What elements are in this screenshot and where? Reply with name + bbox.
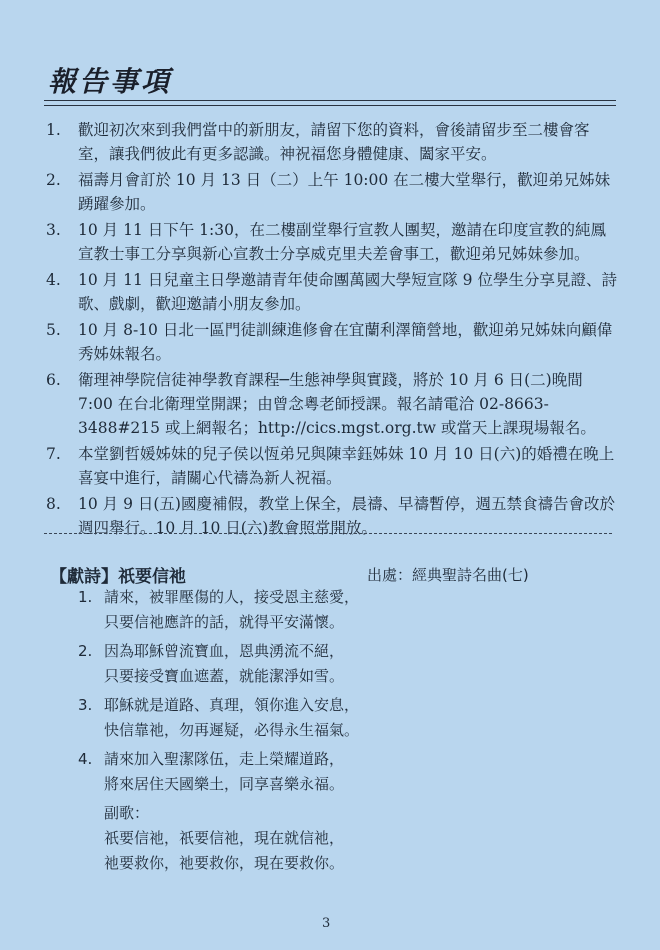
verse-number: 4. [78, 750, 93, 768]
notice-number: 3. [46, 221, 61, 239]
verse-line: 只要接受寶血遮蓋，就能潔淨如雪。 [104, 667, 345, 685]
hymn-title: 【獻詩】祇要信祂 [50, 567, 186, 587]
hymn-verse [78, 585, 478, 635]
chorus-line: 祂要救你，祂要救你，現在要救你。 [104, 854, 345, 872]
verse-line: 快信靠祂，勿再遲疑，必得永生福氣。 [104, 721, 360, 739]
hymn-source: 出處：經典聖詩名曲(七) [367, 566, 529, 584]
verse-line: 只要信祂應許的話，就得平安滿懷。 [104, 613, 345, 631]
title-divider [44, 100, 616, 106]
notice-number: 2. [46, 171, 61, 189]
notice-number: 1. [46, 121, 61, 139]
verse-line: 請來，被罪壓傷的人，接受恩主慈愛， [104, 588, 360, 606]
notice-item [40, 368, 620, 440]
hymn-lyrics [78, 585, 478, 876]
chorus-label: 副歌： [104, 804, 150, 822]
notice-number: 8. [46, 495, 61, 513]
page-title: 報告事項 [48, 65, 173, 98]
section-divider [44, 533, 612, 534]
hymn-verse [78, 639, 478, 689]
verse-line: 因為耶穌曾流寶血，恩典湧流不絕， [104, 642, 345, 660]
hymn-verse [78, 693, 478, 743]
notice-item [40, 318, 620, 366]
notice-text: 10 月 11 日兒童主日學邀請青年使命團萬國大學短宣隊 9 位學生分享見證、詩歌、戲劇，歡迎邀請小朋友參加。 [78, 271, 617, 313]
verse-line: 請來加入聖潔隊伍，走上榮耀道路， [104, 750, 345, 768]
verse-number: 1. [78, 588, 93, 606]
notice-item [40, 118, 620, 166]
verse-line: 將來居住天國樂土，同享喜樂永福。 [104, 775, 345, 793]
notice-text: 10 月 11 日下午 1:30，在二樓副堂舉行宣教人團契，邀請在印度宣教的純鳳宣教士事工分享與新心宣教士分享威克里夫差會事工，歡迎弟兄姊妹參加。 [78, 221, 606, 263]
notice-list [40, 118, 620, 542]
notice-number: 6. [46, 371, 61, 389]
notice-text: 本堂劉哲媛姊妹的兒子侯以恆弟兄與陳幸鈺姊妹 10 月 10 日(六)的婚禮在晚上喜宴中進行，請關心代禱為新人祝福。 [78, 445, 615, 487]
notice-text: 衛理神學院信徒神學教育課程─生態神學與實踐，將於 10 月 6 日(二)晚間 7:00 在台北衛理堂開課；由曾念粵老師授課。報名請電洽 02-8663-3488#215 或上網報名；http://cics.mgst.org.tw 或當天上課現場報名。 [78, 371, 596, 437]
notice-number: 5. [46, 321, 61, 339]
notice-item [40, 268, 620, 316]
notice-text: 10 月 8-10 日北一區門徒訓練進修會在宜蘭利澤簡營地，歡迎弟兄姊妹向顧偉秀姊妹報名。 [78, 321, 613, 363]
hymn-chorus [78, 801, 478, 876]
notice-item [40, 442, 620, 490]
verse-number: 2. [78, 642, 93, 660]
verse-line: 耶穌就是道路、真理，領你進入安息， [104, 696, 360, 714]
notice-text: 福壽月會訂於 10 月 13 日（二）上午 10:00 在二樓大堂舉行，歡迎弟兄姊妹踴躍參加。 [78, 171, 611, 213]
notice-number: 4. [46, 271, 61, 289]
page-number: 3 [322, 916, 331, 931]
chorus-line: 祇要信祂，祇要信祂，現在就信祂， [104, 829, 345, 847]
notice-text: 歡迎初次來到我們當中的新朋友，請留下您的資料，會後請留步至二樓會客室，讓我們彼此有更多認識。神祝福您身體健康、闔家平安。 [78, 121, 590, 163]
verse-number: 3. [78, 696, 93, 714]
notice-item [40, 168, 620, 216]
notice-text: 10 月 9 日(五)國慶補假，教堂上保全，晨禱、早禱暫停，週五禁食禱告會改於週四舉行。10 月 10 日(六)教會照常開放。 [78, 495, 615, 537]
hymn-verse [78, 747, 478, 797]
notice-number: 7. [46, 445, 61, 463]
notice-item [40, 218, 620, 266]
